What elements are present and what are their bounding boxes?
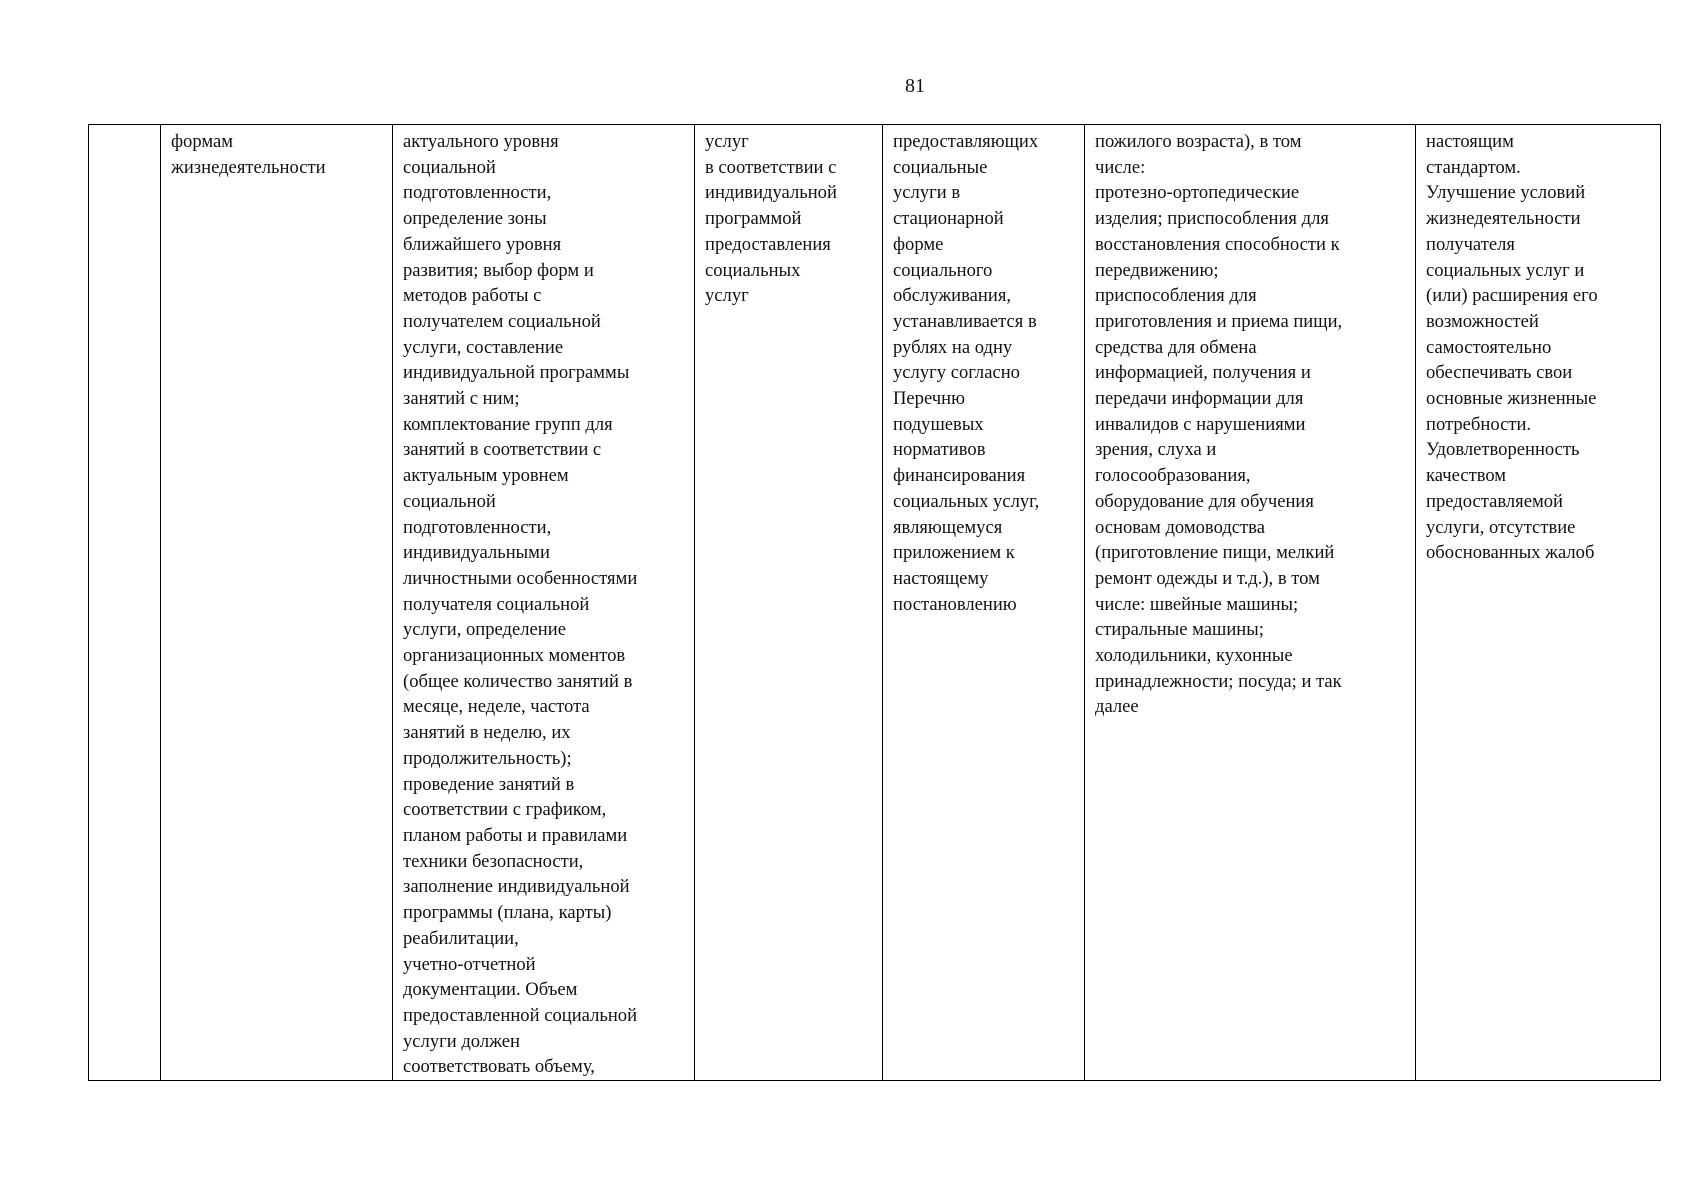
table-cell-number xyxy=(89,125,161,1081)
table-cell-service-timing: услуг в соответствии с индивидуальной программой предоставления социальных услуг xyxy=(695,125,883,1081)
table-cell-evaluation-conditions: настоящим стандартом. Улучшение условий жизнедеятельности получателя социальных услуг и (или) расширения его возможностей самостоятельно обеспечивать свои основные жизненные потребности. Удовлетворенность качеством предоставляемой услуги, отсутствие обоснованных жалоб xyxy=(1416,125,1661,1081)
table-cell-service-name: формам жизнедеятельности xyxy=(161,125,393,1081)
table-row xyxy=(89,125,1661,1081)
table-cell-quality-indicators: пожилого возраста), в том числе: протезно-ортопедические изделия; приспособления для восстановления способности к передвижению; приспособления для приготовления и приема пищи, средства для обмена информацией, получения и передачи информации для инвалидов с нарушениями зрения, слуха и голосообразования, оборудование для обучения основам домоводства (приготовление пищи, мелкий ремонт одежды и т.д.), в том числе: швейные машины; стиральные машины; холодильники, кухонные принадлежности; посуда; и так далее xyxy=(1085,125,1416,1081)
table-cell-per-capita-norm: предоставляющих социальные услуги в стационарной форме социального обслуживания, устанавливается в рублях на одну услугу согласно Перечню подушевых нормативов финансирования социальных услуг, являющемуся приложением к настоящему постановлению xyxy=(883,125,1085,1081)
table-cell-service-description: актуального уровня социальной подготовленности, определение зоны ближайшего уровня развития; выбор форм и методов работы с получателем социальной услуги, составление индивидуальной программы занятий с ним; комплектование групп для занятий в соответствии с актуальным уровнем социальной подготовленности, индивидуальными личностными особенностями получателя социальной услуги, определение организационных моментов (общее количество занятий в месяце, неделе, частота занятий в неделю, их продолжительность); проведение занятий в соответствии с графиком, планом работы и правилами техники безопасности, заполнение индивидуальной программы (плана, карты) реабилитации, учетно-отчетной документации. Объем предоставленной социальной услуги должен соответствовать объему, xyxy=(393,125,695,1081)
page-number: 81 xyxy=(905,75,925,97)
standards-table xyxy=(88,124,1661,1081)
